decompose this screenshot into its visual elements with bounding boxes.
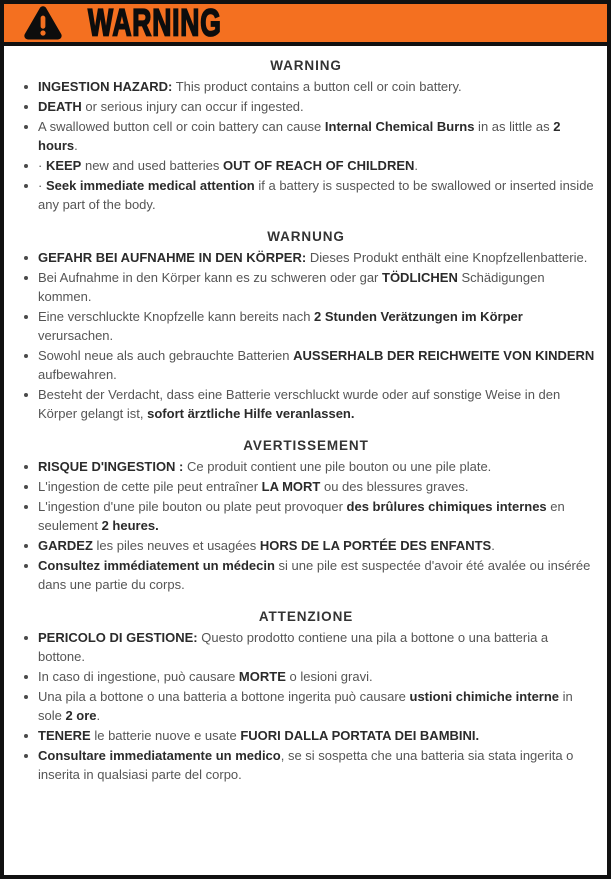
bullet-text-bold: LA MORT xyxy=(261,479,321,494)
bullet-text-bold: PERICOLO DI GESTIONE: xyxy=(38,630,198,645)
warning-bullet xyxy=(17,536,595,555)
section-warnung-german xyxy=(17,229,595,423)
warning-bullet xyxy=(17,307,595,345)
bullet-dot-icon xyxy=(24,256,28,260)
bullet-text: ou des blessures graves. xyxy=(320,479,469,494)
warning-bullet xyxy=(17,477,595,496)
bullet-text-bold: RISQUE D'INGESTION : xyxy=(38,459,184,474)
bullet-text: Bei Aufnahme in den Körper kann es zu schweren oder gar xyxy=(38,270,382,285)
banner-title: WARNING xyxy=(88,1,222,45)
bullet-dot-icon xyxy=(24,695,28,699)
bullet-text-bold: ustioni chimiche interne xyxy=(409,689,560,704)
bullet-dot-icon xyxy=(24,393,28,397)
bullet-text: . xyxy=(414,158,419,173)
bullet-text: Sowohl neue als auch gebrauchte Batterien xyxy=(38,348,294,363)
bullet-dot-icon xyxy=(24,125,28,129)
bullet-text: . xyxy=(96,708,101,723)
bullet-text-bold: KEEP xyxy=(45,158,82,173)
bullet-text: Schädigungen kommen. xyxy=(38,270,545,304)
bullet-dot-icon xyxy=(24,544,28,548)
warning-bullet xyxy=(17,457,595,476)
bullet-text: in sole xyxy=(38,689,573,723)
warning-bullet xyxy=(17,97,595,116)
warning-bullet xyxy=(17,77,595,96)
bullet-text: or serious injury can occur if ingested. xyxy=(81,99,304,114)
bullet-text: Una pila a bottone o una batteria a bottone ingerita può causare xyxy=(38,689,410,704)
bullet-text-bold: OUT OF REACH OF CHILDREN xyxy=(223,158,415,173)
warning-bullet xyxy=(17,667,595,686)
bullet-text: if a battery is suspected to be swallowed or inserted inside any part of the body. xyxy=(38,178,594,212)
bullet-dot-icon xyxy=(24,564,28,568)
section-title-english: WARNING xyxy=(270,58,342,73)
bullet-text: en seulement xyxy=(38,499,565,533)
warning-bullet xyxy=(17,268,595,306)
warning-banner xyxy=(4,1,607,46)
bullet-dot-icon xyxy=(24,354,28,358)
bullet-text: in as little as xyxy=(474,119,554,134)
bullet-text-bold: HORS DE LA PORTÉE DES ENFANTS xyxy=(259,538,492,553)
bullet-text: L'ingestion de cette pile peut entraîner xyxy=(38,479,262,494)
section-title-french: AVERTISSEMENT xyxy=(243,438,369,453)
bullet-text-bold: GEFAHR BEI AUFNAHME IN DEN KÖRPER: xyxy=(38,250,307,265)
warning-bullet xyxy=(17,497,595,535)
bullet-text: · xyxy=(38,178,46,193)
bullet-dot-icon xyxy=(24,184,28,188)
bullet-dot-icon xyxy=(24,754,28,758)
bullet-text: verursachen. xyxy=(38,328,114,343)
bullet-text-bold: Consultez immédiatement un médecin xyxy=(38,558,275,573)
section-avertissement-french xyxy=(17,438,595,594)
bullet-list-italian xyxy=(17,628,595,784)
bullet-dot-icon xyxy=(24,485,28,489)
bullet-text: . xyxy=(74,138,78,153)
bullet-dot-icon xyxy=(24,675,28,679)
bullet-list-german xyxy=(17,248,595,423)
section-attenzione-italian xyxy=(17,609,595,784)
warning-bullet xyxy=(17,385,595,423)
bullet-dot-icon xyxy=(24,164,28,168)
bullet-dot-icon xyxy=(24,315,28,319)
bullet-text: In caso di ingestione, può causare xyxy=(38,669,239,684)
section-title-italian: ATTENZIONE xyxy=(258,609,354,624)
bullet-text-bold: INGESTION HAZARD: xyxy=(38,79,173,94)
bullet-text: This product contains a button cell or coin battery. xyxy=(172,79,462,94)
bullet-text-bold: 2 heures. xyxy=(101,518,159,533)
bullet-text: o lesioni gravi. xyxy=(285,669,373,684)
bullet-list-english xyxy=(17,77,595,214)
bullet-text-bold: des brûlures chimiques internes xyxy=(346,499,547,514)
bullet-text-bold: FUORI DALLA PORTATA DEI BAMBINI. xyxy=(240,728,480,743)
bullet-text-bold: AUSSERHALB DER REICHWEITE VON KINDERN xyxy=(293,348,595,363)
bullet-text-bold: Consultare immediatamente un medico xyxy=(38,748,281,763)
warning-bullet xyxy=(17,746,595,784)
warning-bullet xyxy=(17,687,595,725)
warning-bullet xyxy=(17,117,595,155)
bullet-text: Eine verschluckte Knopfzelle kann bereits nach xyxy=(38,309,315,324)
bullet-text: les piles neuves et usagées xyxy=(92,538,260,553)
bullet-text-bold: 2 hours xyxy=(38,119,561,153)
bullet-dot-icon xyxy=(24,505,28,509)
bullet-text-bold: TENERE xyxy=(38,728,91,743)
warning-bullet xyxy=(17,248,595,267)
bullet-text: Besteht der Verdacht, dass eine Batterie verschluckt wurde oder auf sonstige Weise in den Körper gelangt ist, xyxy=(38,387,561,421)
bullet-dot-icon xyxy=(24,276,28,280)
bullet-list-french xyxy=(17,457,595,594)
bullet-dot-icon xyxy=(24,636,28,640)
bullet-text: · xyxy=(38,158,46,173)
bullet-dot-icon xyxy=(24,85,28,89)
warning-bullet xyxy=(17,346,595,384)
warning-triangle-icon xyxy=(22,5,64,41)
label-body xyxy=(4,46,607,784)
bullet-text-bold: TÖDLICHEN xyxy=(382,270,458,285)
bullet-text: le batterie nuove e usate xyxy=(90,728,241,743)
bullet-dot-icon xyxy=(24,465,28,469)
warning-bullet xyxy=(17,556,595,594)
section-warning-english xyxy=(17,58,595,214)
bullet-dot-icon xyxy=(24,734,28,738)
warning-bullet xyxy=(17,628,595,666)
bullet-text-bold: Internal Chemical Burns xyxy=(324,119,475,134)
bullet-text-bold: MORTE xyxy=(238,669,286,684)
bullet-text: aufbewahren. xyxy=(38,367,117,382)
bullet-text: Ce produit contient une pile bouton ou une pile plate. xyxy=(183,459,492,474)
bullet-text: si une pile est suspectée d'avoir été avalée ou insérée dans une partie du corps. xyxy=(38,558,591,592)
bullet-text-bold: sofort ärztliche Hilfe veranlassen. xyxy=(147,406,355,421)
bullet-text-bold: DEATH xyxy=(38,99,82,114)
bullet-text: , se si sospetta che una batteria sia stata ingerita o inserita in qualsiasi parte del corpo. xyxy=(38,748,574,782)
bullet-text: new and used batteries xyxy=(81,158,224,173)
warning-bullet xyxy=(17,726,595,745)
warning-bullet xyxy=(17,156,595,175)
bullet-text: . xyxy=(491,538,495,553)
section-title-german: WARNUNG xyxy=(267,229,345,244)
bullet-text: A swallowed button cell or coin battery can cause xyxy=(38,119,325,134)
bullet-text-bold: 2 ore xyxy=(65,708,97,723)
bullet-dot-icon xyxy=(24,105,28,109)
bullet-text: Dieses Produkt enthält eine Knopfzellenbatterie. xyxy=(306,250,588,265)
bullet-text-bold: 2 Stunden Verätzungen im Körper xyxy=(314,309,523,324)
bullet-text: Questo prodotto contiene una pila a bottone o una batteria a bottone. xyxy=(38,630,549,664)
bullet-text-bold: Seek immediate medical attention xyxy=(45,178,255,193)
bullet-text: L'ingestion d'une pile bouton ou plate peut provoquer xyxy=(38,499,347,514)
warning-bullet xyxy=(17,176,595,214)
bullet-text-bold: GARDEZ xyxy=(38,538,93,553)
